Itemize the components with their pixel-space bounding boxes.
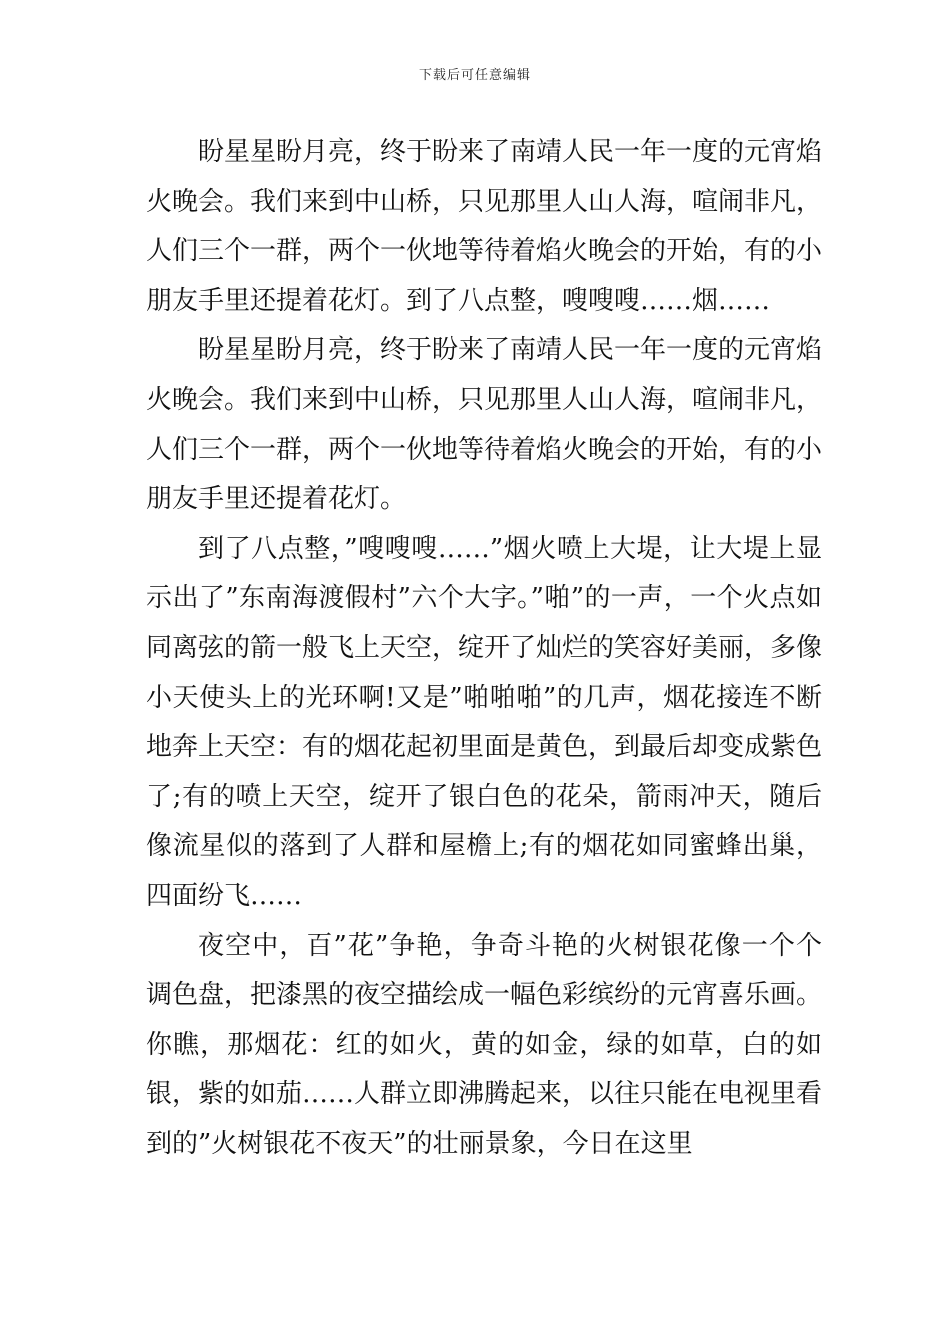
paragraph-1: 盼星星盼月亮，终于盼来了南靖人民一年一度的元宵焰火晚会。我们来到中山桥，只见那里人山人海，喧闹非凡，人们三个一群，两个一伙地等待着焰火晚会的开始，有的小朋友手里还提着花灯。到了八点整，嗖嗖嗖……烟……: [146, 137, 823, 316]
paragraph-4: 夜空中，百”花”争艳，争奇斗艳的火树银花像一个个调色盘，把漆黑的夜空描绘成一幅色彩缤纷的元宵喜乐画。你瞧，那烟花：红的如火，黄的如金，绿的如草，白的如银，紫的如茄……人群立即沸腾起来，以往只能在电视里看到的”火树银花不夜天”的壮丽景象，今日在这里: [146, 930, 823, 1159]
paragraph-2: 盼星星盼月亮，终于盼来了南靖人民一年一度的元宵焰火晚会。我们来到中山桥，只见那里人山人海，喧闹非凡，人们三个一群，两个一伙地等待着焰火晚会的开始，有的小朋友手里还提着花灯。: [146, 335, 823, 515]
article-body: [146, 128, 822, 1169]
page-header: 下载后可任意编辑: [418, 68, 531, 83]
paragraph-3: 到了八点整，”嗖嗖嗖……”烟火喷上大堤，让大堤上显示出了”东南海渡假村”六个大字。”啪”的一声，一个火点如同离弦的箭一般飞上天空，绽开了灿烂的笑容好美丽，多像小天使头上的光环啊!又是”啪啪啪”的几声，烟花接连不断地奔上天空：有的烟花起初里面是黄色，到最后却变成紫色了;有的喷上天空，绽开了银白色的花朵，箭雨冲天，随后像流星似的落到了人群和屋檐上;有的烟花如同蜜蜂出巢，四面纷飞……: [146, 533, 823, 911]
